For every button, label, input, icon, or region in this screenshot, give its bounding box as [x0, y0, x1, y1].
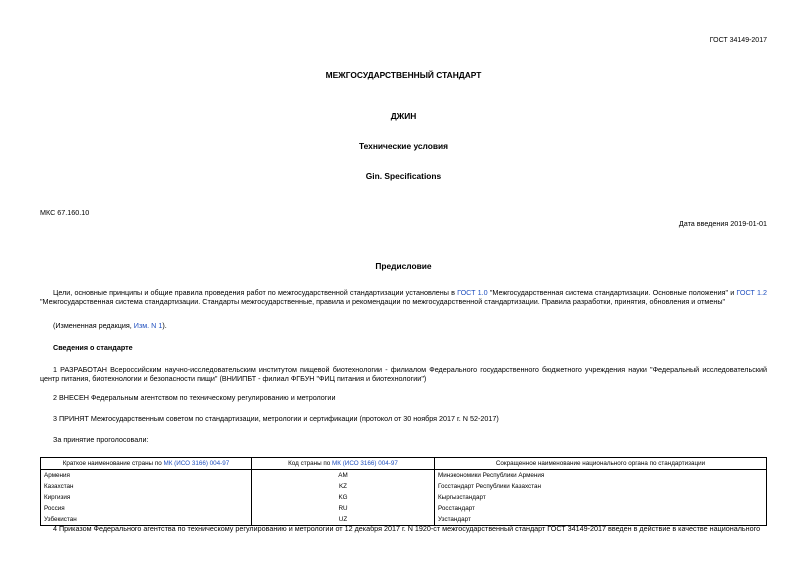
code-cell: KZ	[252, 481, 435, 492]
introduction-date: Дата введения 2019-01-01	[678, 219, 767, 228]
body-cell: Росстандарт	[435, 503, 767, 514]
revision-note	[40, 321, 767, 330]
country-cell: Киргизия	[41, 492, 252, 503]
document-code: ГОСТ 34149-2017	[709, 37, 767, 44]
product-title: ДЖИН	[390, 111, 417, 121]
country-cell: Россия	[41, 503, 252, 514]
preface-text-3: "Межгосударственная система стандартизации. Стандарты межгосударственные, правила и рекомендации по межгосударственной стандартизации. Правила разработки, принятия, обновления и отмены"	[40, 297, 726, 306]
code-cell: RU	[252, 503, 435, 514]
revision-text-1: (Измененная редакция,	[53, 321, 134, 330]
table-row	[41, 470, 767, 482]
item-adopted: 3 ПРИНЯТ Межгосударственным советом по стандартизации, метрологии и сертификации (протокол от 30 ноября 2017 г. N 52-2017)	[53, 414, 499, 423]
country-cell: Казахстан	[41, 481, 252, 492]
country-code-header	[252, 458, 435, 470]
mk-iso-link-1[interactable]: МК (ИСО 3166) 004-97	[163, 459, 230, 467]
country-name-header-text: Краткое наименование страны по	[62, 459, 164, 467]
body-cell: Узстандарт	[435, 514, 767, 526]
code-cell: KG	[252, 492, 435, 503]
table-header-row	[41, 458, 767, 470]
standard-category-title: МЕЖГОСУДАРСТВЕННЫЙ СТАНДАРТ	[325, 70, 482, 80]
document-type-title: Технические условия	[358, 141, 449, 151]
table-row	[41, 492, 767, 503]
item-submitted: 2 ВНЕСЕН Федеральным агентством по техническому регулированию и метрологии	[53, 393, 336, 402]
mk-iso-link-2[interactable]: МК (ИСО 3166) 004-97	[332, 459, 398, 467]
preface-text-2: "Межгосударственная система стандартизации. Основные положения" и	[487, 288, 737, 297]
country-name-header	[41, 458, 252, 470]
body-cell: Минэкономики Республики Армения	[435, 470, 767, 482]
body-cell: Кыргызстандарт	[435, 492, 767, 503]
revision-text-2: ).	[162, 321, 167, 330]
english-title: Gin. Specifications	[365, 171, 442, 181]
standard-info-heading: Сведения о стандарте	[53, 343, 133, 352]
code-cell: AM	[252, 470, 435, 482]
item-enacted: 4 Приказом Федерального агентства по техническому регулированию и метрологии от 12 декабря 2017 г. N 1920-ст межгосударственный стандарт ГОСТ 34149-2017 введен в действие в качестве национального	[53, 524, 761, 533]
voted-label: За принятие проголосовали:	[53, 435, 149, 444]
table-row	[41, 481, 767, 492]
gost-1-0-link[interactable]: ГОСТ 1.0	[457, 288, 488, 297]
preface-paragraph	[40, 288, 767, 306]
table-row	[41, 503, 767, 514]
amendment-link[interactable]: Изм. N 1	[133, 321, 163, 330]
code-cell: UZ	[252, 514, 435, 526]
country-cell: Армения	[41, 470, 252, 482]
body-cell: Госстандарт Республики Казахстан	[435, 481, 767, 492]
country-code-header-text: Код страны по	[288, 459, 333, 467]
item-developed: 1 РАЗРАБОТАН Всероссийским научно-исследовательским институтом пищевой биотехнологии - филиалом Федерального государственного бюджетного учреждения науки "Федеральный исследовательский центр питания, биотехнологии и безопасности пищи" (ВНИИПБТ - филиал ФГБУН "ФИЦ питания и биотехнологии")	[40, 365, 767, 383]
mks-code: МКС 67.160.10	[40, 208, 90, 217]
preface-heading: Предисловие	[375, 261, 432, 271]
national-body-header: Сокращенное наименование национального органа по стандартизации	[435, 458, 767, 470]
voting-countries-table	[40, 457, 767, 526]
gost-1-2-link[interactable]: ГОСТ 1.2	[736, 288, 767, 297]
preface-text-1: Цели, основные принципы и общие правила проведения работ по межгосударственной стандартизации установлены в	[53, 288, 458, 297]
country-cell: Узбекистан	[41, 514, 252, 526]
